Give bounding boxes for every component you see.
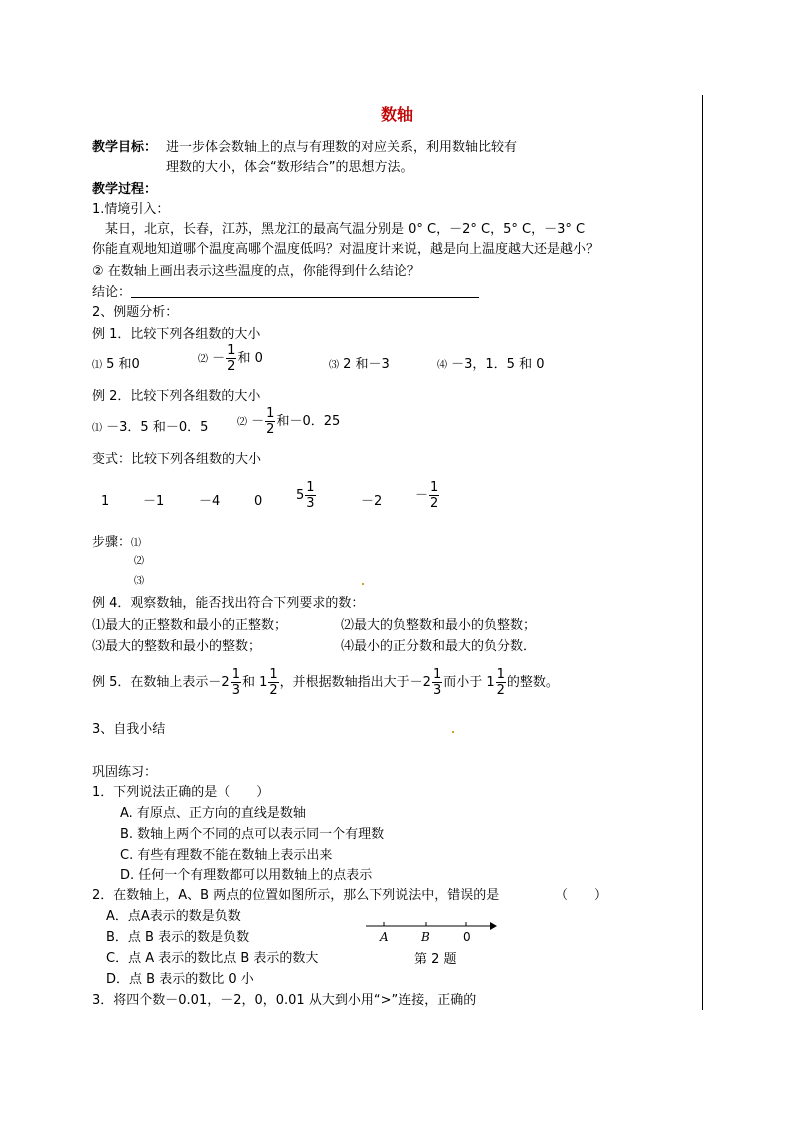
ex1-item-4 [437, 358, 545, 371]
fraction-sign: － [415, 488, 429, 503]
ex2-item-2-rest: 和－0．25 [276, 414, 341, 429]
variant-number-4: 0 [254, 494, 263, 509]
ex2-title: 例 2．比较下列各组数的大小 [92, 389, 261, 404]
practice-q1-option-d: D. 任何一个有理数都可以用数轴上的点表示 [120, 868, 373, 883]
ex5-part-2: 和 1 [241, 675, 268, 690]
fraction-numerator: 1 [269, 667, 278, 682]
intro-line-1: 某日，北京，长春，江苏，黑龙江的最高气温分别是 0° C，－2° C，5° C，－3° C [105, 222, 586, 237]
process-label: 教学过程： [92, 182, 158, 197]
ex1-item-4-num: ⑷ [437, 360, 447, 371]
steps-label [92, 536, 141, 549]
number-line-arrow-icon [490, 922, 497, 930]
fraction-denominator: 3 [432, 683, 442, 698]
variant-number-1: 1 [101, 494, 110, 509]
ex1-item-2 [198, 344, 263, 373]
ex2-item-2-num: ⑵ [237, 417, 247, 428]
ex2-item-2-sign: － [251, 414, 265, 429]
mixed-number-fraction [305, 481, 315, 510]
variant-number-6: －2 [361, 494, 383, 509]
mixed-number-whole: 5 [296, 488, 305, 503]
examples-heading: 2、例题分析： [92, 305, 179, 320]
variant-number-2: －1 [143, 494, 165, 509]
ex5-fraction-4 [496, 668, 506, 697]
goal-label: 教学目标： [92, 140, 158, 155]
stray-dot [362, 583, 364, 585]
fraction-denominator: 2 [266, 422, 275, 437]
summary-heading: 3、自我小结 [92, 722, 166, 737]
fraction-denominator: 2 [269, 683, 278, 698]
fraction-numerator: 1 [227, 343, 236, 358]
intro-line-2: 你能直观地知道哪个温度高哪个温度低吗？对温度计来说，越是向上温度越大还是越小？ [92, 242, 600, 257]
ex2-item-1 [92, 421, 208, 434]
figure-label-b: B [421, 930, 430, 944]
figure-label-a: A [380, 930, 389, 944]
fraction-denominator: 3 [231, 683, 240, 698]
fraction-denominator: 2 [227, 359, 236, 374]
goal-line-1: 进一步体会数轴上的点与有理数的对应关系，利用数轴比较有 [166, 140, 518, 155]
practice-q1: 1．下列说法正确的是（ ） [92, 785, 270, 800]
ex5-fraction-2 [268, 668, 278, 697]
ex4-q3: ⑶最大的整数和最小的整数； [92, 639, 262, 654]
ex2-item-2-fraction [265, 407, 275, 436]
conclusion-blank-line [131, 297, 479, 298]
fraction-denominator: 2 [496, 683, 505, 698]
ex5-fraction-1 [231, 668, 241, 697]
practice-q1-option-c: C. 有些有理数不能在数轴上表示出来 [120, 848, 333, 863]
ex4-q4: ⑷最小的正分数和最大的负分数． [341, 639, 537, 654]
ex5-part-5: 的整数。 [506, 675, 559, 690]
practice-q2-option-c: C．点 A 表示的数比点 B 表示的数大 [106, 951, 319, 966]
ex5-fraction-3 [432, 668, 442, 697]
figure-label-zero: 0 [463, 930, 471, 944]
page-title: 数轴 [380, 105, 413, 124]
variant-number-7 [415, 481, 440, 510]
practice-q1-option-b: B. 数轴上两个不同的点可以表示同一个有理数 [120, 827, 385, 842]
fraction-numerator: 1 [266, 406, 275, 421]
practice-q1-option-a: A. 有原点、正方向的直线是数轴 [120, 806, 306, 821]
ex1-item-2-fraction [226, 344, 236, 373]
ex1-item-2-num: ⑵ [198, 354, 208, 365]
step-2-num: ⑵ [134, 556, 144, 567]
ex1-item-2-sign: － [212, 351, 226, 366]
ex1-item-3-num: ⑶ [329, 360, 339, 371]
ex2-item-1-text: －3．5 和－0．5 [106, 420, 209, 435]
ex1-item-4-text: －3，1．5 和 0 [451, 357, 545, 372]
ex2-item-1-num: ⑴ [92, 423, 102, 434]
fraction-numerator: 1 [430, 480, 439, 495]
variant-number-3: －4 [199, 494, 221, 509]
ex1-item-1-text: 5 和0 [106, 357, 140, 372]
practice-heading: 巩固练习： [92, 765, 158, 780]
fraction-numerator: 1 [231, 667, 240, 682]
variant-fraction [429, 481, 439, 510]
ex1-item-3 [329, 358, 390, 371]
practice-q3: 3．将四个数－0.01，－2，0，0.01 从大到小用“>”连接，正确的 [92, 993, 477, 1008]
ex4-title: 例 4．观察数轴，能否找出符合下列要求的数： [92, 596, 365, 611]
fraction-numerator: 1 [432, 667, 442, 682]
ex1-item-2-rest: 和 0 [237, 351, 263, 366]
ex4-q2: ⑵最大的负整数和最小的负整数； [341, 618, 537, 633]
ex2-item-2 [237, 407, 340, 436]
fraction-numerator: 1 [496, 667, 505, 682]
ex5-part-1: 例 5．在数轴上表示－2 [92, 675, 230, 690]
practice-q2-option-a: A．点A表示的数是负数 [106, 909, 241, 924]
steps-label-text: 步骤： [92, 535, 132, 550]
ex1-item-3-text: 2 和－3 [343, 357, 390, 372]
variant-title: 变式：比较下列各组数的大小 [92, 452, 262, 467]
stray-dot [452, 731, 454, 733]
ex5-part-4: 而小于 1 [443, 675, 495, 690]
ex1-item-1 [92, 358, 140, 371]
variant-number-5 [296, 481, 317, 510]
figure-caption: 第 2 题 [414, 952, 457, 967]
practice-q2-option-b: B．点 B 表示的数是负数 [106, 930, 250, 945]
ex5-part-3: ，并根据数轴指出大于－2 [279, 675, 431, 690]
intro-heading: 1.情境引入： [92, 202, 170, 217]
page-margin-line [702, 95, 703, 1010]
ex4-q1: ⑴最大的正整数和最小的正整数； [92, 618, 288, 633]
practice-q2-answer-paren: （ ） [555, 888, 608, 903]
practice-q2: 2．在数轴上，A、B 两点的位置如图所示，那么下列说法中，错误的是 [92, 888, 500, 903]
ex1-item-1-num: ⑴ [92, 360, 102, 371]
conclusion-label: 结论： [92, 285, 132, 300]
step-3-num: ⑶ [134, 576, 144, 587]
fraction-denominator: 3 [306, 496, 315, 511]
goal-line-2: 理数的大小，体会“数形结合”的思想方法。 [166, 160, 414, 175]
fraction-numerator: 1 [306, 480, 315, 495]
fraction-denominator: 2 [430, 496, 439, 511]
ex1-title: 例 1．比较下列各组数的大小 [92, 327, 261, 342]
practice-q2-option-d: D．点 B 表示的数比 0 小 [106, 972, 254, 987]
intro-line-3: ② 在数轴上画出表示这些温度的点，你能得到什么结论？ [92, 264, 420, 279]
ex5-line [92, 668, 559, 697]
step-1-num: ⑴ [131, 538, 142, 549]
